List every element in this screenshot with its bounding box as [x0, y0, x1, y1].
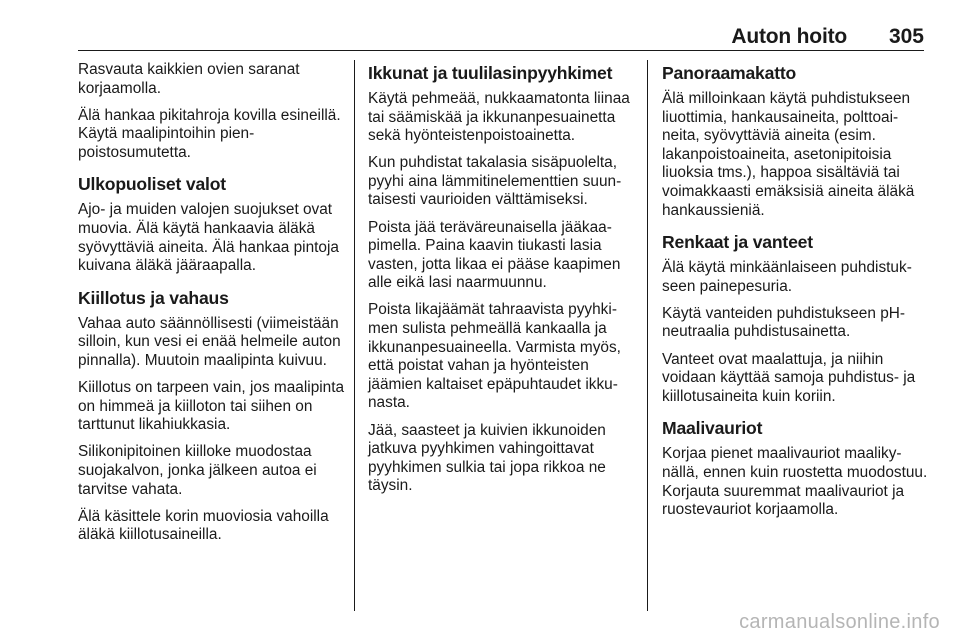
- paragraph: Ajo- ja muiden valojen suojukset ovat muovia. Älä käytä hankaavia äläkä syövyttäviä aineita. Älä hankaa pintoja kuivana äläkä jääraapalla.: [78, 201, 339, 275]
- paragraph: Älä milloinkaan käytä puhdistukseen liuottimia, hankausaineita, polttoaineita, syövyttäviä aineita (esim. lakanpoistoaineita, asetonipitoisia liuoksia tms.), happoa sisältäviä tai voimakkaasti emäksisiä aineita äläkä hankaussieniä.: [662, 90, 915, 219]
- page-header: [0, 0, 960, 50]
- paragraph: Jää, saasteet ja kuivien ikkunoiden jatkuva pyyhkimen vahingoittavat pyyhkimen sulkia tai jopa rikkoa ne täysin.: [368, 421, 606, 495]
- paragraph: Vahaa auto säännöllisesti (viimeistään silloin, kun vesi ei enää helmeile auton pinnalla). Muutoin maalipinta kuivuu.: [78, 314, 341, 370]
- column-1: [78, 61, 346, 614]
- paragraph: Kiillotus on tarpeen vain, jos maalipinta on himmeä ja kiilloton tai siihen on tarttunut likahiukkasia.: [78, 379, 345, 434]
- paragraph: Rasvauta kaikkien ovien saranat korjaamolla.: [78, 61, 300, 97]
- section-heading: Kiillotus ja vahaus: [78, 287, 229, 308]
- column-divider: [647, 60, 648, 611]
- paragraph: Poista likajäämät tahraavista pyyhkimen sulista pehmeällä kankaalla ja ikkunanpesuaineella. Varmista myös, että poistat vahan ja hyönteisten jäämien kaltaiset epäpuhtaudet ikkunasta.: [368, 301, 621, 412]
- paragraph: Vanteet ovat maalattuja, ja niihin voidaan käyttää samoja puhdistus- ja kiillotusaineita kuin koriin.: [662, 350, 916, 405]
- page-number: 305: [888, 25, 924, 48]
- paragraph: Silikonipitoinen kiilloke muodostaa suojakalvon, jonka jälkeen autoa ei tarvitse vahata.: [78, 443, 317, 498]
- section-heading: Ulkopuoliset valot: [78, 174, 226, 195]
- column-3: [662, 61, 928, 614]
- section-title: Auton hoito: [731, 25, 847, 48]
- paragraph: Poista jää teräväreunaisella jääkaapimella. Paina kaavin tiukasti lasia vasten, jotta likaa ei pääse kaapimen alle eikä lasi naarmuunnu.: [368, 218, 621, 292]
- paragraph: Älä käytä minkäänlaiseen puhdistukseen painepesuria.: [662, 259, 912, 295]
- section-heading: Ikkunat ja tuulilasinpyyhkimet: [368, 63, 613, 83]
- column-divider: [354, 60, 355, 611]
- section-heading: Maalivauriot: [662, 418, 763, 439]
- section-heading: Panoraamakatto: [662, 63, 797, 83]
- paragraph: Älä käsittele korin muoviosia vahoilla äläkä kiillotusaineilla.: [78, 507, 329, 544]
- paragraph: Älä hankaa pikitahroja kovilla esineillä. Käytä maalipintoihin pienpoistosumutetta.: [78, 106, 341, 161]
- paragraph: Kun puhdistat takalasia sisäpuolelta, pyyhi aina lämmitinelementtien suuntaisesti vaurioiden välttämiseksi.: [368, 154, 622, 209]
- paragraph: Käytä vanteiden puhdistukseen pH-neutraalia puhdistusainetta.: [662, 304, 905, 341]
- watermark: carmanualsonline.info: [739, 611, 940, 633]
- section-heading: Renkaat ja vanteet: [662, 232, 813, 253]
- paragraph: Käytä pehmeää, nukkaamatonta liinaa tai säämiskää ja ikkunanpesuainetta sekä hyönteistenpoistoainetta.: [368, 90, 630, 145]
- header-rule: [78, 50, 924, 51]
- paragraph: Korjaa pienet maalivauriot maalikynällä, ennen kuin ruostetta muodostuu. Korjauta suuremmat maalivauriot ja ruostevauriot korjaamolla.: [662, 445, 928, 519]
- column-2: [368, 61, 634, 614]
